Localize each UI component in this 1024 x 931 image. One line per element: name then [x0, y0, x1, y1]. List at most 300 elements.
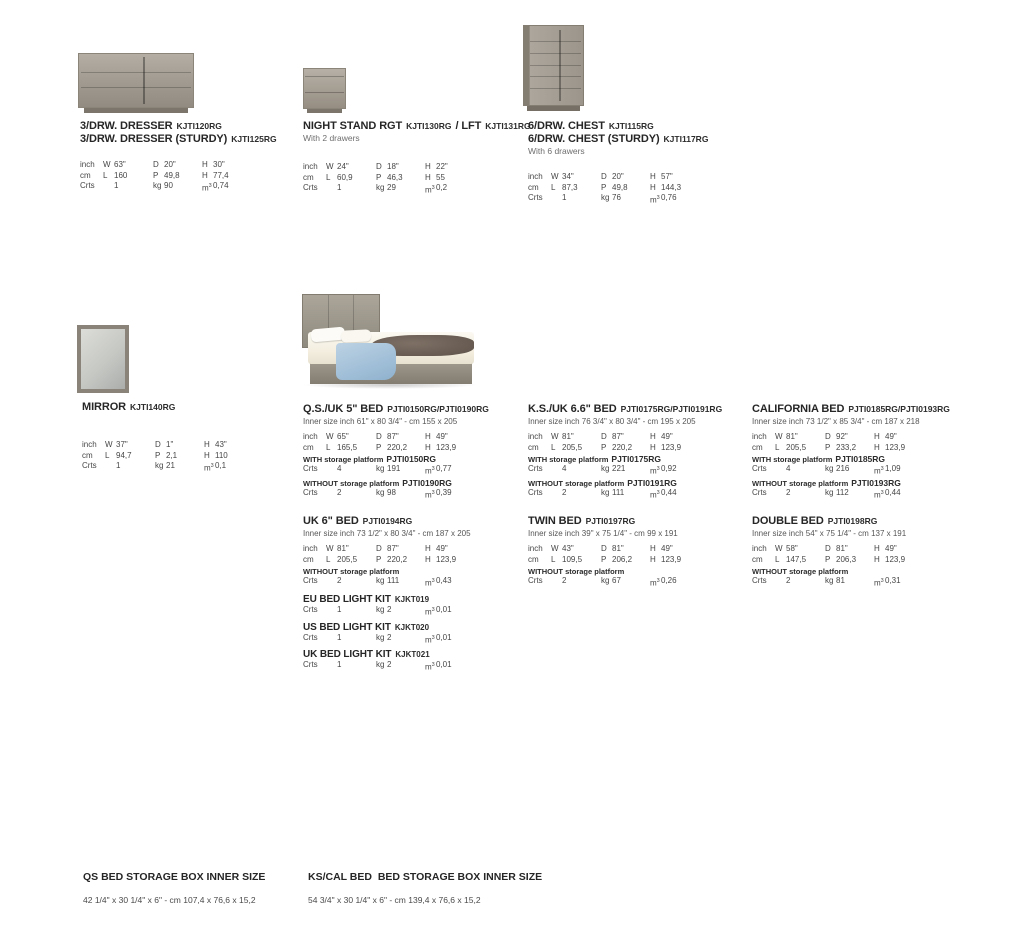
spec-value: 112: [836, 488, 849, 498]
spec-cell: [650, 576, 677, 589]
spec-value: 205,5: [562, 442, 583, 452]
spec-value: 49": [436, 432, 448, 441]
spec-prefix: L: [551, 182, 556, 192]
spec-row: [303, 605, 452, 618]
spec-prefix: W: [551, 544, 559, 553]
spec-prefix: H: [874, 544, 880, 553]
spec-prefix: $m^3$: [425, 635, 435, 645]
cubic-meter-sup: 3: [656, 466, 660, 472]
platform-label: WITHOUT storage platform: [752, 567, 849, 576]
spec-cell: [874, 432, 897, 443]
uk6-bed-card: [303, 514, 471, 589]
product-title: [528, 402, 722, 415]
spec-value: 49": [661, 544, 673, 553]
spec-cell: [425, 173, 445, 184]
cubic-meter-sup: 3: [431, 185, 435, 191]
product-code: KJTI115RG: [608, 121, 654, 131]
us-bed-light-kit-card: [303, 621, 452, 646]
product-code: KJKT019: [394, 595, 430, 604]
spec-value: 0,2: [436, 183, 448, 192]
spec-prefix: D: [155, 440, 161, 449]
spec-value: 205,5: [337, 554, 358, 564]
spec-value: 123,9: [661, 442, 682, 452]
spec-row: [80, 160, 277, 171]
spec-value: 87": [387, 432, 399, 441]
spec-prefix: H: [650, 554, 656, 564]
spec-cell: [775, 576, 825, 589]
spec-prefix: $m^3$: [650, 466, 660, 476]
product-name: K.S./UK 6.6" BED: [528, 403, 617, 415]
spec-row: [303, 162, 531, 173]
mirror-card: [82, 400, 228, 474]
spec-cell: [650, 183, 681, 194]
spec-cell: [326, 633, 376, 646]
spec-value: 49": [436, 544, 448, 553]
cubic-meter-sup: 3: [210, 463, 214, 469]
spec-prefix: H: [202, 170, 208, 180]
inner-size: Inner size inch 39" x 75 1/4" - cm 99 x 191: [528, 529, 678, 538]
spec-row-label: inch: [303, 544, 318, 553]
spec-cell: [551, 432, 601, 443]
spec-value: 2: [387, 633, 392, 642]
spec-prefix: [326, 633, 337, 646]
spec-cell: [376, 183, 425, 196]
spec-row-label: Crts: [528, 488, 543, 498]
spec-value: 92": [836, 432, 848, 441]
spec-cell: [376, 544, 425, 555]
spec-row: [752, 443, 950, 454]
spec-value: 1: [337, 633, 342, 642]
chest-card: [528, 119, 708, 206]
spec-prefix: P: [601, 554, 607, 564]
spec-prefix: H: [204, 450, 210, 460]
spec-row: [752, 576, 906, 589]
spec-cell: [425, 464, 452, 477]
spec-cell: [825, 555, 874, 566]
qs-storage-box-note: [83, 871, 265, 905]
spec-prefix: kg: [376, 488, 385, 498]
spec-row: [82, 440, 228, 451]
spec-value: 18": [387, 162, 399, 171]
spec-prefix: P: [825, 442, 831, 452]
spec-cell: [103, 160, 153, 171]
spec-cell: [376, 576, 425, 589]
spec-row: [303, 173, 531, 184]
spec-prefix: D: [376, 544, 382, 553]
spec-row: [528, 193, 708, 206]
cubic-meter-sup: 3: [431, 662, 435, 668]
spec-row-label: inch: [82, 440, 97, 449]
spec-row-label: inch: [303, 162, 318, 171]
spec-row: [82, 461, 228, 474]
spec-value: 0,44: [885, 488, 901, 498]
spec-row: [303, 432, 489, 443]
cubic-meter-sup: 3: [431, 607, 435, 613]
product-title: [528, 514, 681, 527]
spec-prefix: L: [775, 554, 780, 564]
platform-code: PJTI0150RG: [386, 454, 437, 464]
spec-value: 1: [337, 183, 342, 192]
footnote-title: QS BED STORAGE BOX INNER SIZE: [83, 871, 266, 883]
spec-row-label: inch: [528, 544, 543, 553]
spec-value: 55: [436, 172, 445, 182]
platform-label: WITH storage platform: [303, 455, 384, 464]
spec-prefix: kg: [153, 181, 162, 190]
spec-cell: [601, 488, 650, 501]
spec-value: 147,5: [786, 554, 807, 564]
cubic-meter-sup: 3: [656, 195, 660, 201]
spec-value: 87": [612, 432, 624, 441]
spec-cell: [601, 172, 650, 183]
spec-prefix: W: [551, 432, 559, 441]
product-name: UK 6" BED: [303, 515, 359, 527]
spec-value: 0,01: [436, 633, 452, 642]
spec-value: 30": [213, 160, 225, 169]
spec-value: 2: [562, 576, 567, 585]
spec-row-label: Crts: [303, 488, 318, 498]
spec-cell: [425, 544, 448, 555]
spec-cell: [376, 660, 425, 673]
spec-value: 0,31: [885, 576, 901, 585]
footnote-size: 54 3/4" x 30 1/4" x 6" - cm 139,4 x 76,6 x 15,2: [308, 895, 481, 905]
spec-prefix: H: [204, 440, 210, 449]
spec-value: 2: [337, 576, 342, 585]
spec-prefix: H: [650, 432, 656, 441]
spec-value: 98: [387, 488, 396, 498]
spec-prefix: L: [326, 442, 331, 452]
spec-prefix: W: [326, 432, 334, 441]
spec-value: 49,8: [612, 182, 628, 192]
spec-value: 49,8: [164, 170, 180, 180]
spec-value: 81: [836, 576, 845, 585]
cubic-meter-sup: 3: [431, 578, 435, 584]
product-code: PJTI0150RG/PJTI0190RG: [387, 404, 489, 414]
spec-blocks: [82, 440, 228, 474]
cubic-meter-sup: 3: [431, 466, 435, 472]
spec-prefix: [775, 488, 786, 501]
spec-value: 1,09: [885, 464, 901, 473]
spec-prefix: L: [775, 442, 780, 452]
product-code: KJKT020: [394, 623, 430, 632]
spec-prefix: W: [775, 544, 783, 553]
spec-value: 4: [562, 464, 567, 473]
spec-value: 22": [436, 162, 448, 171]
spec-row-label: Crts: [303, 183, 318, 192]
spec-cell: [425, 576, 452, 589]
spec-cell: [425, 488, 452, 501]
spec-prefix: [326, 576, 337, 589]
spec-prefix: L: [551, 554, 556, 564]
cubic-meter-sup: 3: [880, 466, 884, 472]
product-title: [80, 119, 277, 132]
platform-subhead: [303, 455, 489, 464]
spec-prefix: L: [103, 170, 108, 180]
product-name: US BED LIGHT KIT: [303, 622, 391, 633]
product-code: KJTI125RG: [231, 134, 277, 144]
inner-size: Inner size inch 73 1/2" x 80 3/4" - cm 187 x 205: [303, 529, 471, 538]
spec-cell: [601, 193, 650, 206]
spec-prefix: P: [376, 554, 382, 564]
spec-prefix: [326, 660, 337, 673]
spec-cell: [775, 544, 825, 555]
spec-prefix: [775, 464, 786, 477]
spec-value: 206,2: [612, 554, 633, 564]
spec-prefix: $m^3$: [874, 466, 884, 476]
product-name: / LFT: [455, 120, 482, 132]
spec-prefix: L: [326, 172, 331, 182]
spec-value: 81": [836, 544, 848, 553]
spec-value: 49": [885, 432, 897, 441]
spec-row: [528, 464, 722, 477]
product-name: 3/DRW. DRESSER: [80, 120, 173, 132]
spec-row-label: inch: [752, 544, 767, 553]
spec-prefix: kg: [601, 193, 610, 202]
spec-cell: [874, 464, 901, 477]
spec-cell: [825, 464, 874, 477]
spec-value: 49": [885, 544, 897, 553]
product-name: 6/DRW. CHEST: [528, 120, 605, 132]
cal-bed-card: [752, 402, 950, 501]
spec-prefix: [551, 464, 562, 477]
footnote-title: KS/CAL BED BED STORAGE BOX INNER SIZE: [308, 871, 543, 883]
spec-cell: [153, 160, 202, 171]
bed-product-image: [300, 292, 480, 390]
spec-cell: [551, 488, 601, 501]
spec-prefix: W: [326, 162, 334, 171]
spec-cell: [376, 605, 425, 618]
spec-value: 160: [114, 170, 128, 180]
product-title: [752, 402, 950, 415]
platform-label: WITHOUT storage platform: [303, 479, 400, 489]
spec-row: [80, 181, 277, 194]
spec-cell: [425, 162, 448, 173]
product-note: With 2 drawers: [303, 133, 360, 143]
product-title: [303, 119, 531, 132]
spec-cell: [601, 443, 650, 454]
product-title: [82, 400, 228, 413]
spec-cell: [376, 464, 425, 477]
spec-value: 65": [337, 432, 349, 441]
chest-drawer-lines: [530, 30, 581, 101]
spec-prefix: $m^3$: [425, 607, 435, 617]
spec-cell: [155, 451, 204, 462]
spec-value: 2: [562, 488, 567, 498]
product-code: KJTI120RG: [176, 121, 222, 131]
spec-cell: [326, 544, 376, 555]
spec-prefix: $m^3$: [202, 183, 212, 193]
spec-cell: [425, 183, 447, 196]
spec-value: 0,26: [661, 576, 677, 585]
spec-value: 220,2: [387, 442, 408, 452]
spec-prefix: kg: [825, 464, 834, 473]
spec-cell: [775, 432, 825, 443]
spec-value: 1: [337, 660, 342, 669]
spec-cell: [326, 443, 376, 454]
spec-value: 233,2: [836, 442, 857, 452]
nightstand-base: [307, 109, 342, 113]
product-name: EU BED LIGHT KIT: [303, 594, 391, 605]
spec-cell: [376, 432, 425, 443]
spec-prefix: kg: [155, 461, 164, 470]
spec-value: 111: [387, 576, 400, 585]
spec-prefix: [103, 181, 114, 194]
product-title: [303, 402, 489, 415]
spec-blocks: [80, 160, 277, 194]
spec-value: 0,01: [436, 660, 452, 669]
spec-cell: [874, 488, 901, 501]
spec-row: [303, 443, 489, 454]
cubic-meter-sup: 3: [880, 490, 884, 497]
double-bed-card: [752, 514, 906, 589]
spec-cell: [376, 633, 425, 646]
spec-cell: [775, 555, 825, 566]
spec-prefix: D: [601, 544, 607, 553]
product-code: PJTI0197RG: [585, 516, 636, 526]
spec-value: 67: [612, 576, 621, 585]
spec-row-label: inch: [528, 172, 543, 181]
spec-value: 87,3: [562, 182, 578, 192]
spec-row-label: Crts: [82, 461, 97, 470]
spec-prefix: L: [105, 450, 110, 460]
spec-value: 81": [612, 544, 624, 553]
spec-prefix: H: [202, 160, 208, 169]
spec-value: 0,77: [436, 464, 452, 473]
spec-cell: [376, 443, 425, 454]
product-title: [528, 119, 708, 132]
spec-row: [303, 488, 489, 501]
spec-value: 29: [387, 183, 396, 192]
spec-prefix: H: [874, 554, 880, 564]
cubic-meter-sup: 3: [431, 490, 435, 497]
spec-value: 2: [387, 660, 392, 669]
spec-prefix: [551, 576, 562, 589]
spec-row-label: cm: [528, 442, 539, 452]
spec-prefix: H: [425, 554, 431, 564]
product-name: NIGHT STAND RGT: [303, 120, 403, 132]
spec-cell: [326, 464, 376, 477]
spec-cell: [326, 488, 376, 501]
dresser-card: [80, 119, 277, 194]
spec-prefix: W: [551, 172, 559, 181]
spec-row-label: inch: [80, 160, 95, 169]
spec-prefix: H: [650, 544, 656, 553]
spec-prefix: [551, 488, 562, 501]
spec-cell: [825, 488, 874, 501]
spec-prefix: [326, 488, 337, 501]
spec-blocks: [752, 544, 906, 589]
platform-code: PJTI0193RG: [851, 478, 901, 489]
inner-size: Inner size inch 76 3/4" x 80 3/4" - cm 195 x 205: [528, 417, 696, 426]
spec-prefix: H: [650, 172, 656, 181]
spec-value: 0,43: [436, 576, 452, 585]
spec-value: 20": [164, 160, 176, 169]
spec-prefix: H: [650, 182, 656, 192]
spec-cell: [874, 555, 905, 566]
spec-row-label: cm: [528, 554, 539, 564]
spec-cell: [326, 660, 376, 673]
cubic-meter-sup: 3: [880, 578, 884, 584]
spec-cell: [650, 555, 681, 566]
bed-pillow: [341, 329, 372, 343]
spec-row-label: inch: [528, 432, 543, 441]
spec-prefix: $m^3$: [425, 662, 435, 672]
spec-prefix: $m^3$: [874, 578, 884, 588]
product-code: KJTI117RG: [663, 134, 709, 144]
spec-prefix: kg: [601, 576, 610, 585]
spec-value: 216: [836, 464, 850, 473]
product-title: [528, 132, 708, 145]
spec-row: [303, 555, 471, 566]
spec-prefix: P: [376, 442, 382, 452]
spec-row-label: Crts: [80, 181, 95, 190]
spec-value: 0,92: [661, 464, 677, 473]
product-code: KJKT021: [395, 650, 430, 659]
spec-cell: [326, 432, 376, 443]
spec-row-label: Crts: [752, 464, 767, 473]
spec-value: 123,9: [885, 442, 906, 452]
spec-cell: [551, 183, 601, 194]
spec-cell: [105, 451, 155, 462]
spec-row: [528, 544, 681, 555]
spec-prefix: H: [425, 544, 431, 553]
spec-prefix: kg: [376, 660, 385, 669]
spec-prefix: D: [825, 544, 831, 553]
spec-prefix: $m^3$: [874, 490, 884, 500]
spec-value: 60,9: [337, 172, 353, 182]
spec-row: [528, 488, 722, 501]
spec-prefix: $m^3$: [204, 463, 214, 473]
spec-cell: [425, 633, 452, 646]
spec-cell: [650, 172, 673, 183]
spec-value: 1: [114, 181, 119, 190]
spec-value: 81": [786, 432, 798, 441]
platform-code: PJTI0191RG: [627, 478, 677, 489]
platform-label: WITH storage platform: [752, 455, 833, 464]
spec-prefix: kg: [601, 488, 610, 498]
spec-cell: [601, 555, 650, 566]
spec-value: 21: [166, 461, 175, 470]
spec-prefix: [551, 193, 562, 206]
spec-prefix: $m^3$: [650, 195, 660, 205]
spec-value: 0,44: [661, 488, 677, 498]
spec-cell: [155, 440, 204, 451]
spec-prefix: W: [105, 440, 113, 449]
spec-value: 63": [114, 160, 126, 169]
spec-blocks: [303, 162, 531, 196]
spec-value: 205,5: [786, 442, 807, 452]
spec-cell: [601, 544, 650, 555]
product-note: With 6 drawers: [528, 146, 585, 156]
spec-value: 2,1: [166, 450, 178, 460]
cubic-meter-sup: 3: [656, 578, 660, 584]
spec-cell: [153, 181, 202, 194]
ks-cal-storage-box-note: [308, 871, 542, 905]
spec-cell: [103, 171, 153, 182]
spec-prefix: W: [103, 160, 111, 169]
spec-cell: [775, 488, 825, 501]
spec-cell: [425, 605, 452, 618]
spec-row: [528, 183, 708, 194]
spec-value: 165,5: [337, 442, 358, 452]
spec-row-label: Crts: [303, 633, 318, 642]
spec-prefix: $m^3$: [650, 490, 660, 500]
spec-row: [303, 633, 452, 646]
spec-value: 57": [661, 172, 673, 181]
spec-cell: [775, 464, 825, 477]
footnote-size: 42 1/4" x 30 1/4" x 6" - cm 107,4 x 76,6 x 15,2: [83, 895, 256, 905]
spec-row: [528, 172, 708, 183]
spec-prefix: H: [425, 172, 431, 182]
